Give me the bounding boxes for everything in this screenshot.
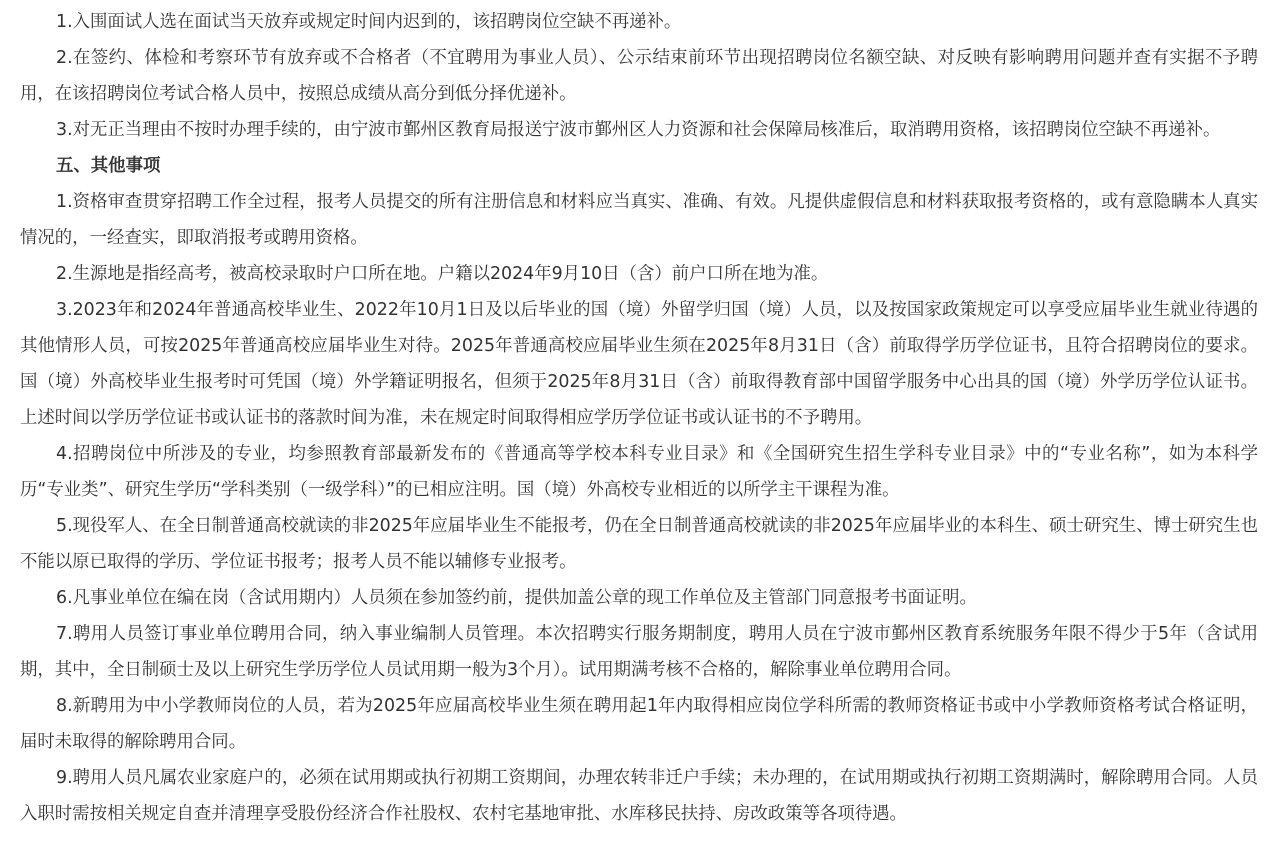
paragraph-section5-item-6: 6.凡事业单位在编在岗（含试用期内）人员须在参加签约前，提供加盖公章的现工作单位及主管部门同意报考书面证明。 (56, 588, 977, 608)
paragraph-section4-item-3: 3.对无正当理由不按时办理手续的，由宁波市鄞州区教育局报送宁波市鄞州区人力资源和社会保障局核准后，取消聘用资格，该招聘岗位空缺不再递补。 (56, 120, 1221, 140)
paragraph-section5-item-3: 3.2023年和2024年普通高校毕业生、2022年10月1日及以后毕业的国（境）外留学归国（境）人员，以及按国家政策规定可以享受应届毕业生就业待遇的其他情形人员，可按2025年普通高校应届毕业生对待。2025年普通高校应届毕业生须在2025年8月31日（含）前取得学历学位证书，且符合招聘岗位的要求。国（境）外高校毕业生报考时可凭国（境）外学籍证明报名，但须于2025年8月31日（含）前取得教育部中国留学服务中心出具的国（境）外学历学位认证书。上述时间以学历学位证书或认证书的落款时间为准，未在规定时间取得相应学历学位证书或认证书的不予聘用。 (20, 300, 1258, 428)
section5-heading: 五、其他事项 (56, 156, 161, 176)
paragraph-section5-item-2: 2.生源地是指经高考，被高校录取时户口所在地。户籍以2024年9月10日（含）前户口所在地为准。 (56, 264, 829, 284)
paragraph-section5-item-5: 5.现役军人、在全日制普通高校就读的非2025年应届毕业生不能报考，仍在全日制普通高校就读的非2025年应届毕业的本科生、硕士研究生、博士研究生也不能以原已取得的学历、学位证书报考；报考人员不能以辅修专业报考。 (20, 516, 1258, 572)
paragraph-section5-item-1: 1.资格审查贯穿招聘工作全过程，报考人员提交的所有注册信息和材料应当真实、准确、有效。凡提供虚假信息和材料获取报考资格的，或有意隐瞒本人真实情况的，一经查实，即取消报考或聘用资格。 (20, 192, 1258, 248)
paragraph-section4-item-2: 2.在签约、体检和考察环节有放弃或不合格者（不宜聘用为事业人员）、公示结束前环节出现招聘岗位名额空缺、对反映有影响聘用问题并查有实据不予聘用，在该招聘岗位考试合格人员中，按照总成绩从高分到低分择优递补。 (20, 48, 1258, 104)
paragraph-section5-item-8: 8.新聘用为中小学教师岗位的人员，若为2025年应届高校毕业生须在聘用起1年内取得相应岗位学科所需的教师资格证书或中小学教师资格考试合格证明，届时未取得的解除聘用合同。 (20, 696, 1258, 752)
paragraph-section5-item-4: 4.招聘岗位中所涉及的专业，均参照教育部最新发布的《普通高等学校本科专业目录》和《全国研究生招生学科专业目录》中的“专业名称”，如为本科学历“专业类”、研究生学历“学科类别（一级学科）”的已相应注明。国（境）外高校专业相近的以所学主干课程为准。 (20, 444, 1258, 500)
paragraph-section4-item-1: 1.入围面试人选在面试当天放弃或规定时间内迟到的，该招聘岗位空缺不再递补。 (56, 12, 682, 32)
paragraph-section5-item-9: 9.聘用人员凡属农业家庭户的，必须在试用期或执行初期工资期间，办理农转非迁户手续；未办理的，在试用期或执行初期工资期满时，解除聘用合同。人员入职时需按相关规定自查并清理享受股份经济合作社股权、农村宅基地审批、水库移民扶持、房改政策等各项待遇。 (20, 768, 1258, 824)
paragraph-section5-item-7: 7.聘用人员签订事业单位聘用合同，纳入事业编制人员管理。本次招聘实行服务期制度，聘用人员在宁波市鄞州区教育系统服务年限不得少于5年（含试用期，其中，全日制硕士及以上研究生学历学位人员试用期一般为3个月）。试用期满考核不合格的，解除事业单位聘用合同。 (20, 624, 1258, 680)
